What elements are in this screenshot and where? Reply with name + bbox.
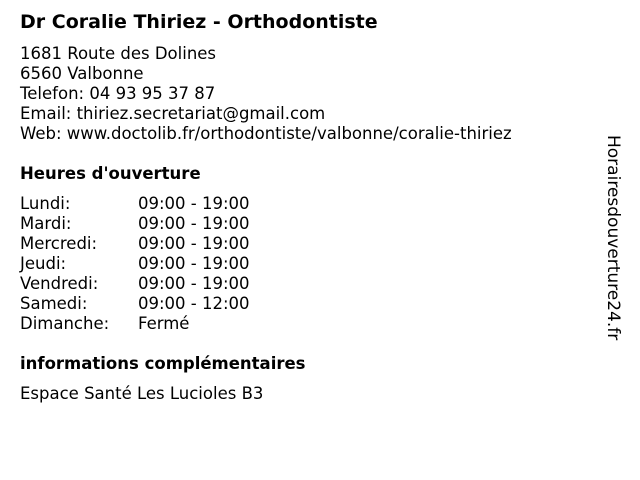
hours-row-sunday: [20, 314, 250, 334]
day-label: Mardi:: [20, 214, 72, 233]
contact-block: [20, 44, 512, 144]
time-value: 09:00 - 12:00: [138, 294, 250, 313]
day-label: Samedi:: [20, 294, 88, 313]
opening-hours-heading: Heures d'ouverture: [20, 164, 201, 183]
day-label: Mercredi:: [20, 234, 98, 253]
time-value: 09:00 - 19:00: [138, 194, 250, 213]
page-title: Dr Coralie Thiriez - Orthodontiste: [20, 11, 378, 33]
day-label: Dimanche:: [20, 314, 110, 333]
time-value: 09:00 - 19:00: [138, 234, 250, 253]
website-url: Web: www.doctolib.fr/orthodontiste/valbonne/coralie-thiriez: [20, 124, 512, 143]
time-value: 09:00 - 19:00: [138, 214, 250, 233]
hours-row-monday: [20, 194, 250, 214]
time-value: 09:00 - 19:00: [138, 254, 250, 273]
site-watermark: Horairesdouverture24.fr: [603, 135, 623, 341]
hours-row-wednesday: [20, 234, 250, 254]
additional-info-heading: informations complémentaires: [20, 354, 306, 373]
address-street: 1681 Route des Dolines: [20, 44, 217, 63]
day-label: Vendredi:: [20, 274, 99, 293]
hours-row-saturday: [20, 294, 250, 314]
email-address: Email: thiriez.secretariat@gmail.com: [20, 104, 326, 123]
opening-hours-table: [20, 194, 250, 334]
hours-row-friday: [20, 274, 250, 294]
hours-row-tuesday: [20, 214, 250, 234]
day-label: Jeudi:: [20, 254, 67, 273]
hours-row-thursday: [20, 254, 250, 274]
phone-number: Telefon: 04 93 95 37 87: [20, 84, 216, 103]
address-city: 6560 Valbonne: [20, 64, 144, 83]
day-label: Lundi:: [20, 194, 71, 213]
time-value: 09:00 - 19:00: [138, 274, 250, 293]
additional-info-text: Espace Santé Les Lucioles B3: [20, 384, 264, 403]
time-value: Fermé: [138, 314, 190, 333]
